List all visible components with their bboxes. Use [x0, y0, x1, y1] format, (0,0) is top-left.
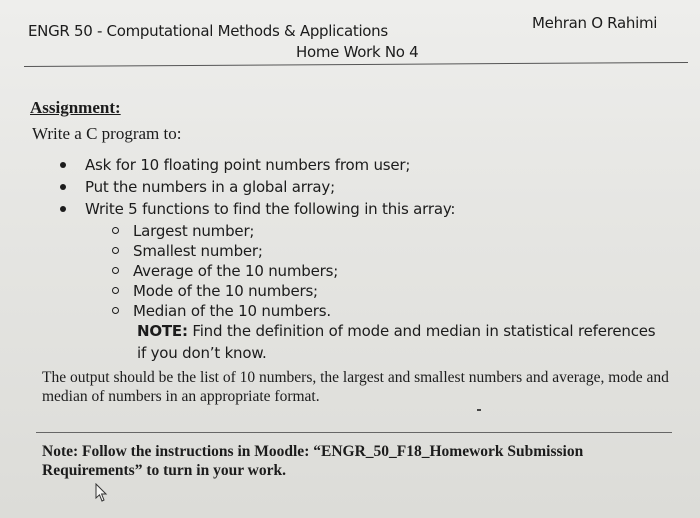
homework-title: Home Work No 4: [296, 43, 419, 61]
sub-bullet-item: [112, 302, 331, 320]
sub-bullet-item: [112, 282, 318, 300]
hollow-bullet-icon: [112, 267, 119, 274]
footer-divider: [36, 432, 672, 433]
hollow-bullet-icon: [112, 287, 119, 294]
bullet-item: [60, 200, 455, 218]
definition-note: [137, 320, 657, 364]
assignment-intro: Write a C program to:: [32, 124, 182, 143]
bullet-text: Put the numbers in a global array;: [85, 178, 335, 196]
sub-bullet-item: [112, 262, 338, 280]
sub-bullet-item: [112, 222, 254, 240]
sub-bullet-text: Smallest number;: [133, 242, 263, 260]
bullet-icon: [60, 184, 66, 190]
sub-bullet-item: [112, 242, 263, 260]
bullet-text: Ask for 10 floating point numbers from user;: [85, 156, 411, 174]
bullet-icon: [60, 206, 66, 212]
hollow-bullet-icon: [112, 227, 119, 234]
mouse-pointer-icon: [94, 483, 110, 503]
header-divider: [24, 62, 688, 67]
sub-bullet-text: Mode of the 10 numbers;: [133, 282, 318, 300]
hollow-bullet-icon: [112, 247, 119, 254]
author-name: Mehran O Rahimi: [532, 14, 658, 32]
stray-mark: [477, 409, 481, 411]
moodle-submission-note: Note: Follow the instructions in Moodle: “ENGR_50_F18_Homework Submission Requirements” to turn in your work.: [42, 443, 584, 479]
bullet-text: Write 5 functions to find the following in this array:: [85, 200, 456, 218]
output-requirements: The output should be the list of 10 numbers, the largest and smallest numbers and average, mode and median of numbers in an appropriate format.: [42, 369, 669, 405]
sub-bullet-text: Median of the 10 numbers.: [133, 302, 331, 320]
sub-bullet-text: Average of the 10 numbers;: [133, 262, 339, 280]
note-text: Find the definition of mode and median in statistical references if you don’t know.: [137, 322, 656, 362]
bullet-icon: [60, 162, 66, 168]
note-label: NOTE:: [137, 322, 188, 340]
assignment-heading: Assignment:: [30, 98, 121, 117]
sub-bullet-text: Largest number;: [133, 222, 255, 240]
hollow-bullet-icon: [112, 307, 119, 314]
bullet-item: [60, 156, 410, 174]
bullet-item: [60, 178, 335, 196]
course-title: ENGR 50 - Computational Methods & Applications: [28, 22, 388, 40]
